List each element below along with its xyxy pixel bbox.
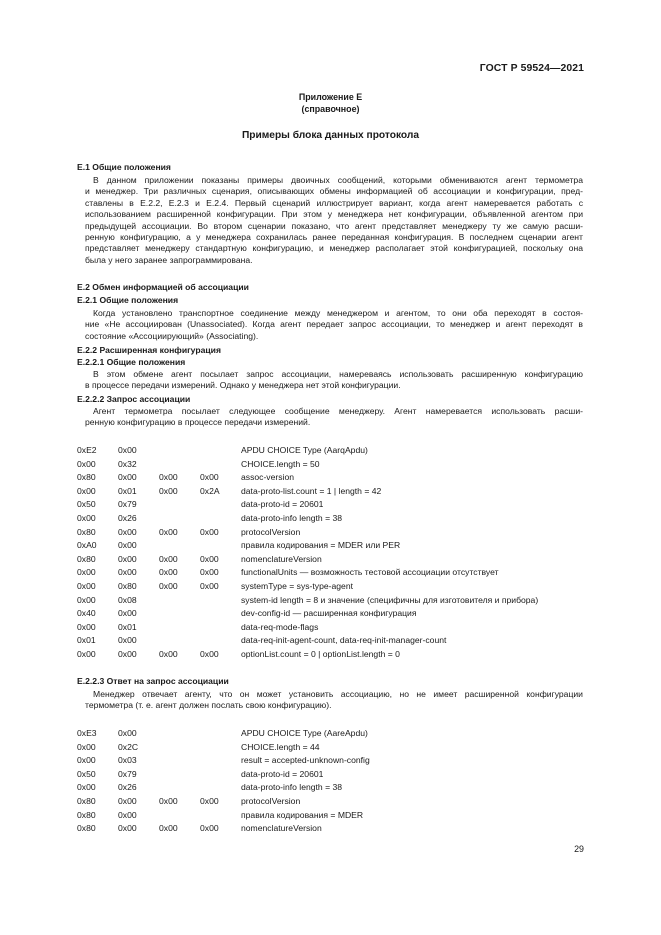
table-row: [77, 635, 538, 649]
paragraph-e21: [77, 308, 583, 342]
hex-byte-cell: [159, 540, 200, 554]
hex-byte-cell: [159, 755, 200, 769]
paragraph-line: использованием расширенной конфигурации. При этом у менеджера нет конфигурации, объявленной агентом при: [85, 209, 583, 220]
hex-table-association-request: [77, 445, 538, 663]
hex-byte-cell: 0x00: [200, 553, 219, 564]
hex-byte-cell: 0x00: [118, 472, 137, 483]
table-row: [77, 595, 538, 609]
table-row: [77, 554, 538, 568]
field-description-cell: data-proto-info length = 38: [241, 782, 343, 793]
hex-byte-cell: [200, 782, 241, 796]
hex-byte-cell: 0xE3: [77, 728, 97, 738]
hex-byte-cell: 0x26: [118, 782, 137, 793]
field-description-cell: правила кодирования = MDER или PER: [241, 540, 401, 551]
page-number: 29: [574, 844, 584, 854]
table-row: [77, 486, 538, 500]
field-description-cell: nomenclatureVersion: [241, 553, 322, 564]
field-description-cell: system-id length = 8 и значение (специфичны для изготовителя и прибора): [241, 594, 539, 605]
hex-byte-cell: [200, 755, 241, 769]
hex-byte-cell: 0x00: [77, 621, 96, 632]
hex-byte-cell: [200, 810, 241, 824]
field-description-cell: правила кодирования = MDER: [241, 809, 364, 820]
hex-byte-cell: 0x00: [77, 782, 96, 793]
field-description-cell: nomenclatureVersion: [241, 823, 322, 834]
hex-byte-cell: [200, 769, 241, 783]
hex-byte-cell: 0x00: [118, 795, 137, 806]
table-row: [77, 728, 370, 742]
field-description-cell: data-proto-list.count = 1 | length = 42: [241, 485, 382, 496]
hex-byte-cell: 0xA0: [77, 540, 97, 551]
section-heading-e1: Е.1 Общие положения: [77, 162, 171, 172]
hex-byte-cell: 0x32: [118, 458, 137, 469]
hex-byte-cell: 0x40: [77, 608, 96, 619]
hex-byte-cell: 0x2C: [118, 741, 139, 752]
section-heading-e221: Е.2.2.1 Общие положения: [77, 357, 186, 367]
table-row: [77, 567, 538, 581]
field-description-cell: protocolVersion: [241, 526, 301, 537]
hex-byte-cell: 0x00: [77, 648, 96, 659]
hex-byte-cell: 0x00: [200, 823, 219, 834]
table-row: [77, 513, 538, 527]
field-description-cell: APDU CHOICE Type (AareApdu): [241, 728, 368, 738]
field-description-cell: result = accepted-unknown-config: [241, 755, 370, 766]
hex-byte-cell: 0x00: [159, 648, 178, 659]
hex-byte-cell: 0x08: [118, 594, 137, 605]
field-description-cell: systemType = sys-type-agent: [241, 580, 354, 591]
hex-byte-cell: 0x00: [159, 795, 178, 806]
paragraph-line: Менеджер отвечает агенту, что он может установить ассоциацию, но не имеет расширенной конфигурации: [93, 689, 583, 699]
hex-byte-cell: 0x00: [159, 823, 178, 834]
paragraph-line: и менеджер. Три различных сценария, описывающих обмены информацией об ассоциации и конфигурации, пред-: [85, 186, 583, 197]
hex-byte-cell: [159, 513, 200, 527]
section-heading-e222: Е.2.2.2 Запрос ассоциации: [77, 394, 191, 404]
hex-byte-cell: [159, 459, 200, 473]
hex-byte-cell: [159, 445, 200, 459]
section-heading-e2: Е.2 Обмен информацией об ассоциации: [77, 282, 249, 292]
paragraph-line: в процессе передачи измерений. Однако у менеджера нет этой конфигурации.: [85, 380, 401, 391]
table-row: [77, 445, 538, 459]
paragraph-line: В этом обмене агент посылает запрос ассоциации, намереваясь использовать расширенную конфигурацию: [93, 369, 583, 379]
field-description-cell: data-proto-info length = 38: [241, 512, 343, 523]
paragraph-line: В данном приложении показаны примеры двоичных сообщений, которыми обмениваются агент термометра: [93, 175, 583, 185]
hex-byte-cell: [159, 728, 200, 742]
hex-byte-cell: [159, 608, 200, 622]
hex-byte-cell: 0x80: [77, 553, 96, 564]
table-row: [77, 810, 370, 824]
table-row: [77, 581, 538, 595]
annex-title: Приложение Е: [298, 92, 363, 102]
hex-byte-cell: [159, 595, 200, 609]
hex-byte-cell: 0x00: [77, 512, 96, 523]
hex-byte-cell: 0x2A: [200, 485, 220, 496]
hex-byte-cell: 0x00: [77, 567, 96, 578]
paragraph-e221: [77, 369, 583, 392]
hex-byte-cell: [159, 622, 200, 636]
table-row: [77, 742, 370, 756]
table-row: [77, 782, 370, 796]
field-description-cell: data-req-mode-flags: [241, 621, 319, 632]
table-row: [77, 472, 538, 486]
hex-byte-cell: 0x01: [118, 485, 137, 496]
hex-byte-cell: 0x00: [159, 485, 178, 496]
hex-byte-cell: 0x00: [159, 567, 178, 578]
hex-byte-cell: [200, 459, 241, 473]
hex-byte-cell: [200, 540, 241, 554]
hex-byte-cell: 0x00: [200, 580, 219, 591]
table-row: [77, 459, 538, 473]
hex-byte-cell: 0x00: [77, 580, 96, 591]
hex-byte-cell: 0x80: [77, 472, 96, 483]
hex-byte-cell: 0x80: [118, 580, 137, 591]
hex-byte-cell: 0x00: [118, 809, 137, 820]
hex-byte-cell: 0x00: [118, 635, 137, 646]
section-heading-e21: Е.2.1 Общие положения: [77, 295, 179, 305]
field-description-cell: assoc-version: [241, 472, 295, 483]
paragraph-line: термометра (т. е. агент должен послать свою конфигурацию).: [85, 700, 332, 711]
hex-byte-cell: [159, 810, 200, 824]
table-row: [77, 823, 370, 837]
hex-byte-cell: [200, 445, 241, 459]
hex-byte-cell: [200, 742, 241, 756]
field-description-cell: dev-config-id — расширенная конфигурация: [241, 608, 417, 619]
table-row: [77, 608, 538, 622]
hex-byte-cell: 0x00: [77, 485, 96, 496]
table-row: [77, 649, 538, 663]
table-row: [77, 755, 370, 769]
hex-byte-cell: 0x00: [118, 526, 137, 537]
hex-byte-cell: 0x00: [118, 648, 137, 659]
table-row: [77, 540, 538, 554]
hex-byte-cell: [200, 513, 241, 527]
table-row: [77, 622, 538, 636]
hex-byte-cell: [159, 742, 200, 756]
paragraph-line: Когда установлено транспортное соединение между менеджером и агентом, то они оба переходят в состоя-: [93, 308, 583, 318]
hex-byte-cell: 0x00: [118, 553, 137, 564]
hex-byte-cell: 0x00: [77, 741, 96, 752]
hex-byte-cell: [200, 635, 241, 649]
hex-byte-cell: 0xE2: [77, 445, 97, 455]
hex-byte-cell: [159, 499, 200, 513]
paragraph-e1: [77, 175, 583, 266]
hex-byte-cell: [200, 595, 241, 609]
hex-byte-cell: 0x00: [77, 755, 96, 766]
hex-byte-cell: 0x79: [118, 768, 137, 779]
field-description-cell: data-proto-id = 20601: [241, 499, 324, 510]
document-title: Примеры блока данных протокола: [241, 130, 420, 141]
hex-byte-cell: 0x00: [200, 472, 219, 483]
hex-byte-cell: 0x00: [118, 608, 137, 619]
hex-byte-cell: [200, 728, 241, 742]
section-heading-e22: Е.2.2 Расширенная конфигурация: [77, 345, 221, 355]
table-row: [77, 527, 538, 541]
hex-byte-cell: 0x00: [118, 728, 137, 738]
field-description-cell: APDU CHOICE Type (AarqApdu): [241, 445, 368, 455]
hex-byte-cell: 0x00: [200, 567, 219, 578]
hex-byte-cell: 0x00: [159, 526, 178, 537]
hex-byte-cell: 0x00: [159, 580, 178, 591]
hex-byte-cell: 0x00: [77, 458, 96, 469]
hex-byte-cell: [159, 635, 200, 649]
hex-byte-cell: 0x00: [118, 445, 137, 455]
hex-byte-cell: 0x26: [118, 512, 137, 523]
hex-byte-cell: 0x80: [77, 795, 96, 806]
paragraph-line: ренную конфигурацию, а у менеджера сохранилась ранее переданная конфигурация. В последнем сценарии агент: [85, 232, 583, 243]
standard-code: ГОСТ Р 59524—2021: [479, 63, 584, 74]
hex-byte-cell: 0x80: [77, 823, 96, 834]
paragraph-line: состояние «Ассоциирующий» (Associating).: [85, 330, 259, 341]
hex-byte-cell: 0x00: [200, 795, 219, 806]
paragraph-line: предыдущей ассоциации. Во втором сценарии показано, что агент представляет менеджеру ту же самую расши-: [85, 220, 583, 231]
paragraph-line: представляет менеджеру стандартную конфигурацию, и менеджер располагает этой конфигурацией, поскольку она: [85, 243, 583, 254]
hex-byte-cell: 0x01: [77, 635, 96, 646]
field-description-cell: data-req-init-agent-count, data-req-init-manager-count: [241, 635, 447, 646]
hex-byte-cell: [200, 499, 241, 513]
hex-byte-cell: 0x00: [159, 553, 178, 564]
hex-byte-cell: 0x03: [118, 755, 137, 766]
section-heading-e223: Е.2.2.3 Ответ на запрос ассоциации: [77, 676, 229, 686]
field-description-cell: CHOICE.length = 50: [241, 458, 320, 469]
annex-subtitle: (справочное): [301, 104, 360, 114]
hex-byte-cell: 0x00: [118, 567, 137, 578]
hex-byte-cell: 0x79: [118, 499, 137, 510]
paragraph-line: ренную конфигурацию в процессе передачи измерений.: [85, 417, 311, 428]
field-description-cell: optionList.count = 0 | optionList.length = 0: [241, 648, 400, 659]
table-row: [77, 796, 370, 810]
hex-byte-cell: [159, 769, 200, 783]
hex-table-association-response: [77, 728, 370, 837]
hex-byte-cell: 0x00: [77, 594, 96, 605]
hex-byte-cell: 0x80: [77, 526, 96, 537]
hex-byte-cell: 0x00: [200, 526, 219, 537]
paragraph-line: была у него заранее запрограммирована.: [85, 254, 253, 265]
hex-byte-cell: 0x00: [118, 540, 137, 551]
table-row: [77, 499, 538, 513]
hex-byte-cell: 0x50: [77, 499, 96, 510]
hex-byte-cell: 0x00: [118, 823, 137, 834]
field-description-cell: data-proto-id = 20601: [241, 768, 324, 779]
field-description-cell: functionalUnits — возможность тестовой ассоциации отсутствует: [241, 567, 499, 578]
field-description-cell: protocolVersion: [241, 795, 301, 806]
hex-byte-cell: 0x00: [159, 472, 178, 483]
field-description-cell: CHOICE.length = 44: [241, 741, 320, 752]
paragraph-e223: [77, 689, 583, 712]
paragraph-e222: [77, 406, 583, 429]
paragraph-line: ставлены в Е.2.2, Е.2.3 и Е.2.4. Первый сценарий иллюстрирует вариант, когда агент намеревается работать с: [85, 197, 583, 208]
hex-byte-cell: 0x80: [77, 809, 96, 820]
paragraph-line: ние «Не ассоциирован (Unassociated). Когда агент передает запрос ассоциации, то менеджер и агент переходят в: [85, 319, 583, 330]
table-row: [77, 769, 370, 783]
hex-byte-cell: [200, 622, 241, 636]
hex-byte-cell: [159, 782, 200, 796]
hex-byte-cell: 0x50: [77, 768, 96, 779]
hex-byte-cell: [200, 608, 241, 622]
hex-byte-cell: 0x00: [200, 648, 219, 659]
hex-byte-cell: 0x01: [118, 621, 137, 632]
paragraph-line: Агент термометра посылает следующее сообщение менеджеру. Агент намеревается использовать расши-: [93, 406, 583, 416]
